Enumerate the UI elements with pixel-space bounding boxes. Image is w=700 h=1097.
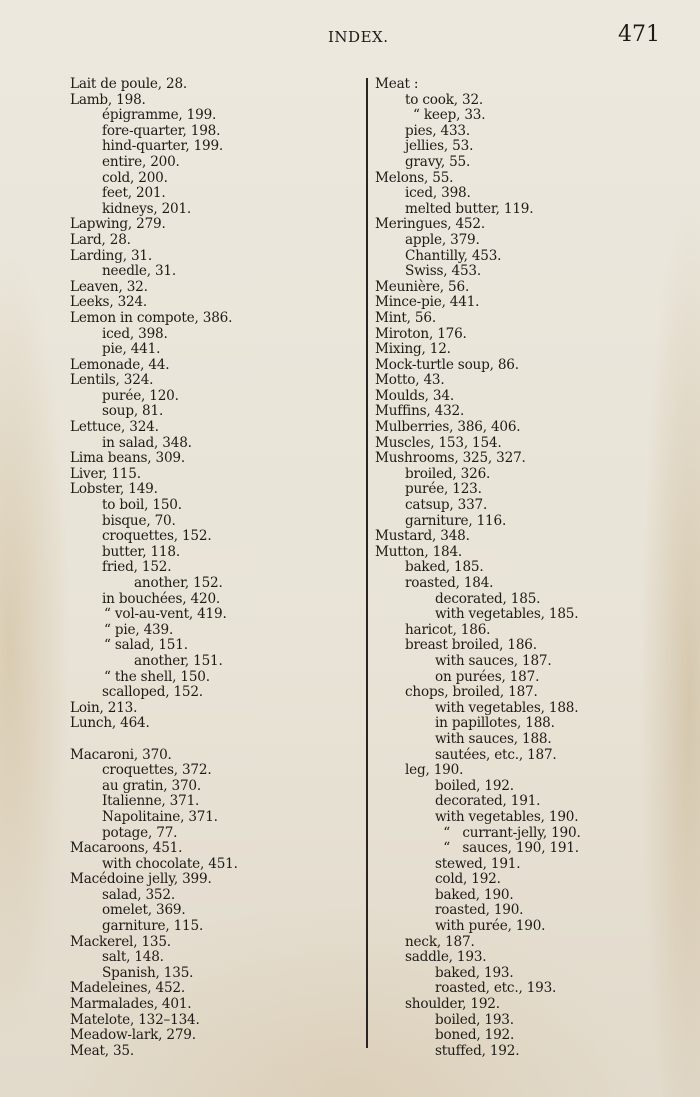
index-subentry: pie, 441. (102, 341, 161, 358)
index-entry: Meadow-lark, 279. (70, 1027, 196, 1044)
index-entry: Muscles, 153, 154. (375, 434, 502, 451)
index-subentry: “ vol-au-vent, 419. (104, 606, 227, 623)
index-subentry: bisque, 70. (102, 512, 176, 529)
index-subentry: cold, 192. (435, 871, 501, 888)
index-entry: Marmalades, 401. (70, 996, 192, 1013)
index-subentry: baked, 193. (435, 964, 514, 981)
index-entry: Matelote, 132–134. (70, 1011, 200, 1028)
index-subentry: decorated, 185. (435, 590, 541, 607)
index-entry: Macaroons, 451. (70, 840, 183, 857)
index-entry: Larding, 31. (70, 247, 152, 264)
column-divider (366, 78, 368, 1048)
index-entry: Meat : (375, 76, 419, 92)
index-entry: Leeks, 324. (70, 294, 148, 311)
index-subentry: needle, 31. (102, 263, 176, 280)
index-entry: Lunch, 464. (70, 715, 150, 732)
index-subentry: salad, 352. (102, 886, 175, 903)
index-entry: Muffins, 432. (375, 403, 465, 420)
index-subentry: butter, 118. (102, 543, 180, 560)
index-subentry: haricot, 186. (405, 621, 491, 638)
index-subentry: another, 151. (134, 652, 223, 669)
index-subentry: fore-quarter, 198. (102, 122, 221, 139)
index-subentry: baked, 185. (405, 559, 484, 576)
index-subentry: catsup, 337. (405, 497, 488, 514)
index-entry: Madeleines, 452. (70, 980, 185, 997)
index-subentry: boned, 192. (435, 1027, 515, 1044)
index-subentry: omelet, 369. (102, 902, 186, 919)
index-subentry: “ salad, 151. (104, 637, 188, 654)
index-entry: Mustard, 348. (375, 528, 470, 545)
index-subentry: au gratin, 370. (102, 777, 201, 794)
index-entry: Meringues, 452. (375, 216, 485, 233)
index-entry: Loin, 213. (70, 699, 138, 716)
index-subentry: chops, broiled, 187. (405, 684, 538, 701)
index-subentry: Napolitaine, 371. (102, 808, 218, 825)
index-entry: Liver, 115. (70, 465, 141, 482)
index-entry: Lapwing, 279. (70, 216, 166, 233)
index-entry: Lettuce, 324. (70, 419, 159, 436)
page-number: 471 (618, 22, 660, 47)
index-subentry: scalloped, 152. (102, 684, 203, 701)
index-subentry: with vegetables, 188. (435, 699, 579, 716)
index-subentry: jellies, 53. (405, 138, 474, 155)
index-entry: Mince-pie, 441. (375, 294, 480, 311)
index-subentry: sautées, etc., 187. (435, 746, 557, 763)
index-subentry: to boil, 150. (102, 497, 182, 514)
index-subentry: fried, 152. (102, 559, 172, 576)
index-subentry: purée, 120. (102, 387, 179, 404)
index-subentry: roasted, etc., 193. (435, 980, 557, 997)
index-subentry: croquettes, 372. (102, 762, 212, 779)
index-subentry: “ sauces, 190, 191. (435, 840, 579, 857)
index-subentry: with purée, 190. (435, 918, 546, 935)
index-subentry: purée, 123. (405, 481, 482, 498)
index-subentry: Spanish, 135. (102, 964, 194, 981)
index-column-right (375, 77, 581, 1059)
index-subentry: croquettes, 152. (102, 528, 212, 545)
index-entry: Lemonade, 44. (70, 356, 170, 373)
index-subentry: apple, 379. (405, 231, 480, 248)
index-subentry: gravy, 55. (405, 153, 471, 170)
index-subentry: potage, 77. (102, 824, 178, 841)
index-subentry: “ keep, 33. (413, 107, 486, 124)
index-subentry: another, 152. (134, 575, 223, 591)
index-subentry: garniture, 115. (102, 918, 204, 935)
index-subentry: decorated, 191. (435, 793, 541, 810)
index-entry: Lima beans, 309. (70, 450, 185, 467)
index-entry: Leaven, 32. (70, 278, 148, 295)
index-entry: Lemon in compote, 386. (70, 309, 233, 326)
index-subentry: Chantilly, 453. (405, 247, 502, 264)
index-subentry: “ pie, 439. (104, 621, 174, 638)
index-subentry: in papillotes, 188. (435, 715, 555, 732)
index-entry: Lentils, 324. (70, 372, 154, 389)
index-entry: Moulds, 34. (375, 387, 454, 404)
index-entry: Mulberries, 386, 406. (375, 419, 521, 436)
index-subentry: with chocolate, 451. (102, 855, 238, 872)
index-entry: Meat, 35. (70, 1042, 134, 1059)
index-subentry: in salad, 348. (102, 434, 192, 451)
index-subentry: neck, 187. (405, 933, 475, 950)
index-subentry: iced, 398. (102, 325, 168, 342)
index-subentry: entire, 200. (102, 153, 180, 170)
index-subentry: breast broiled, 186. (405, 637, 537, 654)
index-entry: Motto, 43. (375, 372, 445, 389)
index-subentry: “ the shell, 150. (104, 668, 210, 685)
index-subentry: with vegetables, 185. (435, 606, 579, 623)
index-entry: Lait de poule, 28. (70, 76, 188, 92)
index-subentry: baked, 190. (435, 886, 514, 903)
index-subentry: saddle, 193. (405, 949, 487, 966)
index-subentry: Swiss, 453. (405, 263, 481, 280)
index-subentry: boiled, 192. (435, 777, 514, 794)
index-subentry: garniture, 116. (405, 512, 507, 529)
index-subentry: with vegetables, 190. (435, 808, 579, 825)
index-subentry: salt, 148. (102, 949, 164, 966)
index-entry: Macaroni, 370. (70, 746, 172, 763)
index-subentry: in bouchées, 420. (102, 590, 221, 607)
index-subentry: shoulder, 192. (405, 996, 500, 1013)
index-subentry: to cook, 32. (405, 91, 484, 108)
index-entry: Melons, 55. (375, 169, 454, 186)
index-subentry: Italienne, 371. (102, 793, 200, 810)
index-entry: Mixing, 12. (375, 341, 451, 358)
index-entry: Macédoine jelly, 399. (70, 871, 212, 888)
index-subentry: soup, 81. (102, 403, 164, 420)
index-subentry: kidneys, 201. (102, 200, 192, 217)
index-subentry: feet, 201. (102, 185, 166, 202)
index-subentry: on purées, 187. (435, 668, 540, 685)
index-entry: Mackerel, 135. (70, 933, 171, 950)
index-subentry: stuffed, 192. (435, 1042, 520, 1059)
index-entry: Lard, 28. (70, 231, 131, 248)
index-subentry: pies, 433. (405, 122, 470, 139)
index-subentry: épigramme, 199. (102, 107, 217, 124)
index-column-left (70, 77, 238, 1059)
index-subentry: iced, 398. (405, 185, 471, 202)
index-subentry: stewed, 191. (435, 855, 521, 872)
index-subentry: with sauces, 188. (435, 730, 552, 747)
index-subentry: broiled, 326. (405, 465, 491, 482)
index-subentry: boiled, 193. (435, 1011, 514, 1028)
index-subentry: with sauces, 187. (435, 652, 552, 669)
index-subentry: “ currant-jelly, 190. (435, 824, 581, 841)
index-entry: Lobster, 149. (70, 481, 158, 498)
index-entry: Miroton, 176. (375, 325, 467, 342)
index-entry: Lamb, 198. (70, 91, 146, 108)
index-subentry: melted butter, 119. (405, 200, 534, 217)
running-head-title: INDEX. (328, 28, 389, 46)
index-entry: Mutton, 184. (375, 543, 463, 560)
index-subentry: roasted, 184. (405, 575, 494, 591)
index-subentry: cold, 200. (102, 169, 168, 186)
index-entry: Mock-turtle soup, 86. (375, 356, 519, 373)
index-entry: Meunière, 56. (375, 278, 470, 295)
index-entry: Mint, 56. (375, 309, 436, 326)
index-entry: Mushrooms, 325, 327. (375, 450, 526, 467)
index-subentry: hind-quarter, 199. (102, 138, 224, 155)
index-subentry: roasted, 190. (435, 902, 524, 919)
index-entry (70, 732, 238, 748)
index-subentry: leg, 190. (405, 762, 464, 779)
